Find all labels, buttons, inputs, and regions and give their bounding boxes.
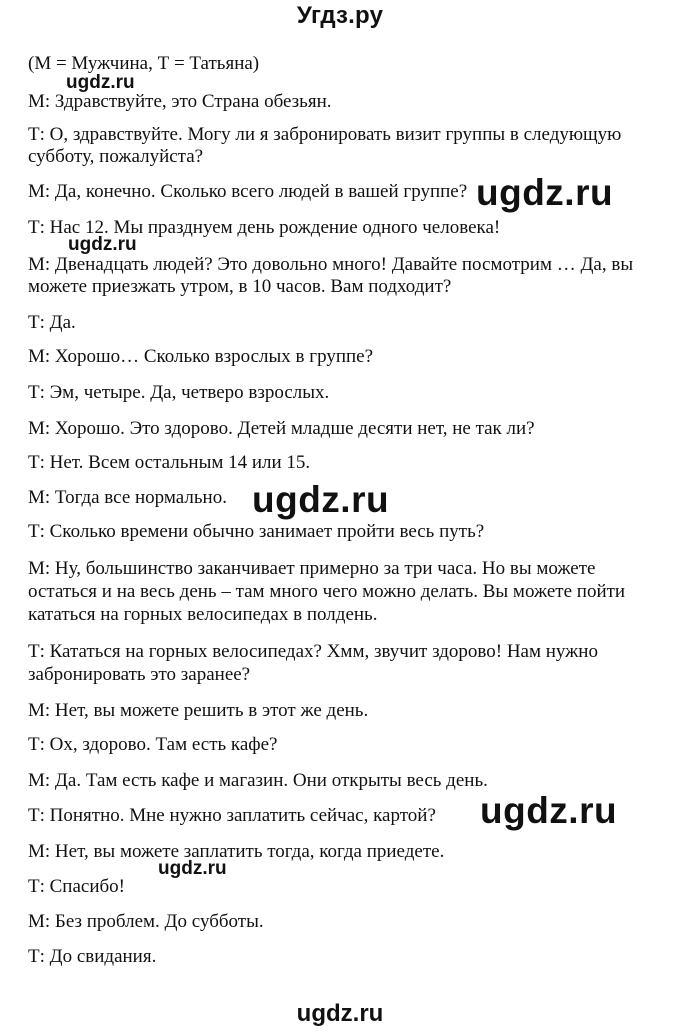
dialogue-line: М: Здравствуйте, это Страна обезьян. <box>28 91 332 112</box>
watermark: ugdz.ru <box>476 172 614 213</box>
dialogue-line: М: Нет, вы можете заплатить тогда, когда приедете. <box>28 841 445 862</box>
dialogue-line: Т: О, здравствуйте. Могу ли я забронировать визит группы в следующую <box>28 124 622 145</box>
site-title: Угдз.ру <box>296 2 384 29</box>
dialogue-line: М: Тогда все нормально. <box>28 487 227 508</box>
dialogue-line: М: Да. Там есть кафе и магазин. Они открыты весь день. <box>28 770 488 791</box>
dialogue-line: М: Да, конечно. Сколько всего людей в вашей группе? <box>28 181 468 202</box>
dialogue-line: М: Хорошо. Это здорово. Детей младше десяти нет, не так ли? <box>28 418 535 439</box>
watermark: ugdz.ru <box>480 790 618 831</box>
watermark: ugdz.ru <box>252 479 390 520</box>
dialogue-line: М: Двенадцать людей? Это довольно много! Давайте посмотрим … Да, вы <box>28 254 634 275</box>
speaker-legend: (М = Мужчина, Т = Татьяна) <box>28 53 260 74</box>
dialogue-line: М: Нет, вы можете решить в этот же день. <box>28 700 369 721</box>
dialogue-line: Т: Да. <box>28 312 76 333</box>
dialogue-line: Т: Спасибо! <box>28 876 126 897</box>
dialogue-line: Т: Сколько времени обычно занимает пройти весь путь? <box>28 521 485 542</box>
dialogue-line: Т: Нас 12. Мы празднуем день рождение одного человека! <box>28 217 501 238</box>
dialogue-line: М: Ну, большинство заканчивает примерно за три часа. Но вы можете <box>28 558 596 579</box>
dialogue-line: кататься на горных велосипедах в полдень. <box>28 604 378 625</box>
footer-watermark: ugdz.ru <box>296 1000 384 1027</box>
dialogue-line: забронировать это заранее? <box>28 664 251 685</box>
watermark: ugdz.ru <box>158 858 227 879</box>
dialogue-line: остаться и на весь день – там много чего можно делать. Вы можете пойти <box>28 581 626 602</box>
dialogue-line: можете приезжать утром, в 10 часов. Вам подходит? <box>28 276 452 297</box>
watermark: ugdz.ru <box>66 72 135 93</box>
dialogue-line: М: Хорошо… Сколько взрослых в группе? <box>28 346 374 367</box>
watermark: ugdz.ru <box>68 234 137 255</box>
dialogue-line: Т: Ох, здорово. Там есть кафе? <box>28 734 278 755</box>
dialogue-line: Т: Нет. Всем остальным 14 или 15. <box>28 452 311 473</box>
dialogue-line: Т: Кататься на горных велосипедах? Хмм, звучит здорово! Нам нужно <box>28 641 598 662</box>
dialogue-line: Т: Понятно. Мне нужно заплатить сейчас, картой? <box>28 805 436 826</box>
dialogue-line: субботу, пожалуйста? <box>28 146 204 167</box>
dialogue-line: Т: До свидания. <box>28 946 157 967</box>
dialogue-line: М: Без проблем. До субботы. <box>28 911 264 932</box>
dialogue-line: Т: Эм, четыре. Да, четверо взрослых. <box>28 382 330 403</box>
